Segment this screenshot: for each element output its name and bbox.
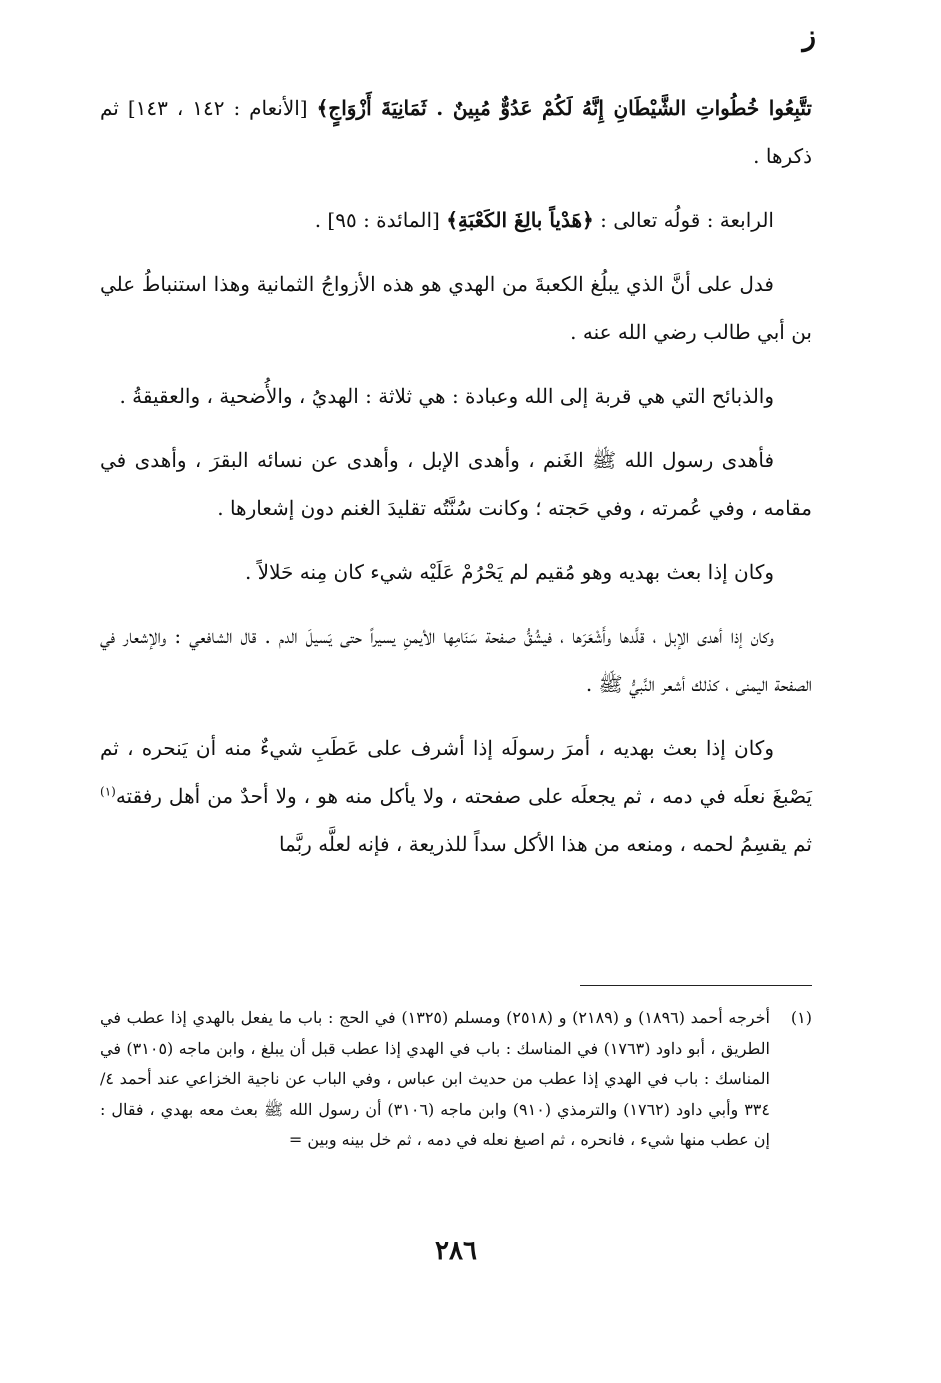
quran-verse: تتَّبِعُوا خُطُواتِ الشَّيْطَانِ إِنَّهُ لَكُمْ عَدُوٌّ مُبِينٌ . ثَمَانِيَةَ أَزْوَاجٍ﴾ — [316, 96, 812, 120]
paragraph-text: ثم يقسِمُ لحمه ، ومنعه من هذا الأكل سداً للذريعة ، فإنه لعلَّه ربَّما — [278, 832, 812, 856]
footnote-divider — [580, 985, 812, 986]
paragraph-3: فدل على أنَّ الذي يبلُغ الكعبةَ من الهدي هو هذه الأزواجُ الثمانية وهذا استنباطُ علي بن أبي طالب رضي الله عنه . — [100, 272, 812, 344]
page-number: ٢٨٦ — [435, 1236, 477, 1266]
paragraph-1 — [100, 84, 812, 180]
book-page — [100, 0, 816, 1383]
footnote-1 — [100, 1003, 812, 1156]
paragraph-7: وكان إذا أهدى الإبل ، قلَّدها وأَشْعَرَها ، فيشُقُّ صفحة سَنَامِها الأيمنِ يسيراً حتى يَسيلَ الدم . قال الشافعي : والإشعار في الصفحة اليمنى ، كذلك أشعر النَّبيُّ ﷺ . — [100, 624, 812, 696]
page-header-letter: ز — [802, 19, 816, 52]
paragraph-6: وكان إذا بعث بهديه وهو مُقيم لم يَحْرُمْ عَلَيْه شيء كان مِنه حَلالاً . — [244, 560, 774, 584]
footnotes — [100, 1003, 812, 1156]
paragraph-text: وكان إذا بعث بهديه ، أمرَ رسولَه إذا أشرف على عَطَبِ شيءٌ منه أن يَنحره ، ثم يَصْبغَ نعلَه في دمه ، ثم يجعلَه على صفحته ، ولا يأكل منه هو ، ولا أحدٌ من أهل رفقته — [100, 736, 812, 808]
paragraph-8 — [100, 724, 812, 868]
paragraph-5: فأهدى رسول الله ﷺ الغَنم ، وأهدى الإبل ، وأهدى عن نسائه البقرَ ، وأهدى في مقامه ، وفي عُمرته ، وفي حَجته ؛ وكانت سُنَّتُه تقليدَ الغنم دون إشعارها . — [100, 448, 812, 520]
footnote-number: (١) — [790, 1008, 812, 1027]
paragraph-lead: الرابعة : قولُه تعالى : — [593, 208, 774, 232]
footnote-text: أخرجه أحمد (١٨٩٦) و (٢١٨٩) و (٢٥١٨) ومسلم (١٣٢٥) في الحج : باب ما يفعل بالهدي إذا عطب في الطريق ، أبو داود (١٧٦٣) في المناسك : باب في الهدي إذا عطب قبل أن يبلغ ، وابن ماجه (٣١٠٥) في المناسك : باب في الهدي إذا عطب من حديث ابن عباس ، وفي الباب عن ناجية الخزاعي عند أحمد ٤/ ٣٣٤ وأبي داود (١٧٦٢) والترمذي (٩١٠) وابن ماجه (٣١٠٦) أن رسول الله ﷺ بعث معه بهدي ، فقال : إن عطب منها شيء ، فانحره ، ثم اصبغ نعله في دمه ، ثم خل بينه وبين = — [100, 1008, 771, 1149]
quran-verse: ﴿هَدْياً بالِغَ الكَعْبَةِ﴾ — [446, 208, 594, 232]
main-text — [100, 84, 812, 884]
paragraph-text: [المائدة : ٩٥] . — [314, 208, 447, 232]
paragraph-4: والذبائح التي هي قربة إلى الله وعبادة : هي ثلاثة : الهديُ ، والأُضحية ، والعقيقةُ . — [119, 384, 774, 408]
footnote-marker[interactable]: (١) — [100, 784, 116, 799]
paragraph-2 — [100, 196, 812, 244]
paragraph-text: [الأنعام : ١٤٢ ، ١٤٣] ثم ذكرها . — [100, 96, 812, 168]
